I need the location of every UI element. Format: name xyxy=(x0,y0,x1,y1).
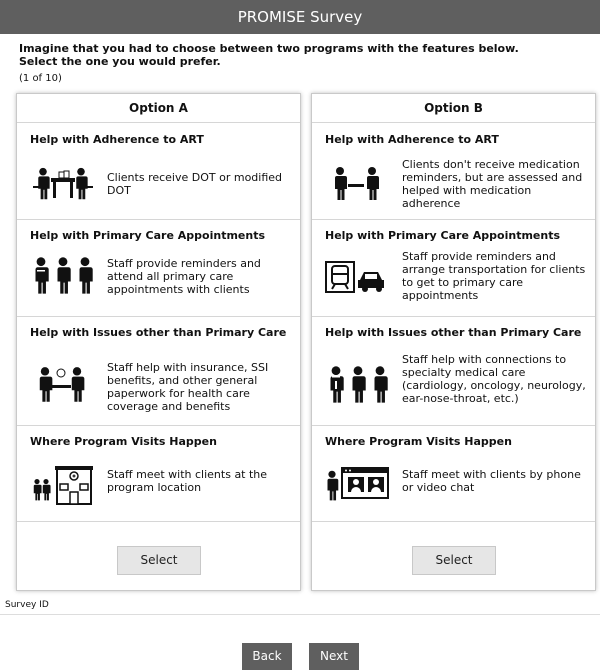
two-people-at-table-icon xyxy=(29,160,99,204)
section-title: Help with Adherence to ART xyxy=(30,133,204,146)
section-description: Staff meet with clients at the program location xyxy=(107,468,268,494)
option-a-primary-care-section xyxy=(17,220,300,317)
section-title: Help with Issues other than Primary Care xyxy=(325,326,582,339)
option-a-location-section xyxy=(17,426,300,522)
option-a-card xyxy=(16,93,301,591)
section-description: Staff help with insurance, SSI benefits, and other general paperwork for health care coverage and benefits xyxy=(107,361,269,413)
window-title: PROMISE Survey xyxy=(0,0,600,34)
section-description: Staff provide reminders and arrange transportation for clients to get to primary care appointments xyxy=(402,250,586,302)
option-b-other-issues-section xyxy=(312,317,595,426)
three-people-icon xyxy=(29,252,99,296)
section-title: Help with Issues other than Primary Care xyxy=(30,326,287,339)
option-a-adherence-section xyxy=(17,124,300,220)
option-a-select-button[interactable]: Select xyxy=(117,546,201,575)
option-b-select-button[interactable]: Select xyxy=(412,546,496,575)
section-title: Help with Primary Care Appointments xyxy=(30,229,266,242)
option-a-title: Option A xyxy=(17,94,300,123)
section-description: Clients don't receive medication reminders, but are assessed and helped with medication adherence xyxy=(402,158,583,210)
instructions-line-2: Select the one you would prefer. xyxy=(19,54,221,68)
next-button[interactable]: Next xyxy=(309,643,359,670)
option-b-title: Option B xyxy=(312,94,595,123)
section-title: Help with Primary Care Appointments xyxy=(325,229,561,242)
doctor-and-two-people-icon xyxy=(324,361,394,405)
option-b-card xyxy=(311,93,596,591)
option-b-adherence-section xyxy=(312,124,595,220)
back-button[interactable]: Back xyxy=(242,643,292,670)
option-b-primary-care-section xyxy=(312,220,595,317)
progress-indicator: (1 of 10) xyxy=(19,73,62,84)
section-description: Staff provide reminders and attend all primary care appointments with clients xyxy=(107,257,261,296)
section-title: Where Program Visits Happen xyxy=(325,435,512,448)
section-description: Staff meet with clients by phone or video chat xyxy=(402,468,581,494)
option-b-location-section xyxy=(312,426,595,522)
train-and-car-icon xyxy=(324,258,394,302)
section-description: Clients receive DOT or modified DOT xyxy=(107,171,283,197)
two-people-talking-icon xyxy=(324,160,394,204)
section-description: Staff help with connections to specialty medical care (cardiology, oncology, neurology, ear-nose-throat, etc.) xyxy=(402,353,586,405)
instructions xyxy=(19,43,589,68)
instructions-line-1: Imagine that you had to choose between two programs with the features below. xyxy=(19,42,519,55)
two-people-talking-icon xyxy=(29,361,99,405)
divider xyxy=(0,614,600,615)
survey-id-label: Survey ID xyxy=(5,600,49,610)
section-title: Where Program Visits Happen xyxy=(30,435,217,448)
option-a-other-issues-section xyxy=(17,317,300,426)
section-title: Help with Adherence to ART xyxy=(325,133,499,146)
clinic-building-icon xyxy=(29,458,99,502)
video-chat-icon xyxy=(324,462,394,506)
